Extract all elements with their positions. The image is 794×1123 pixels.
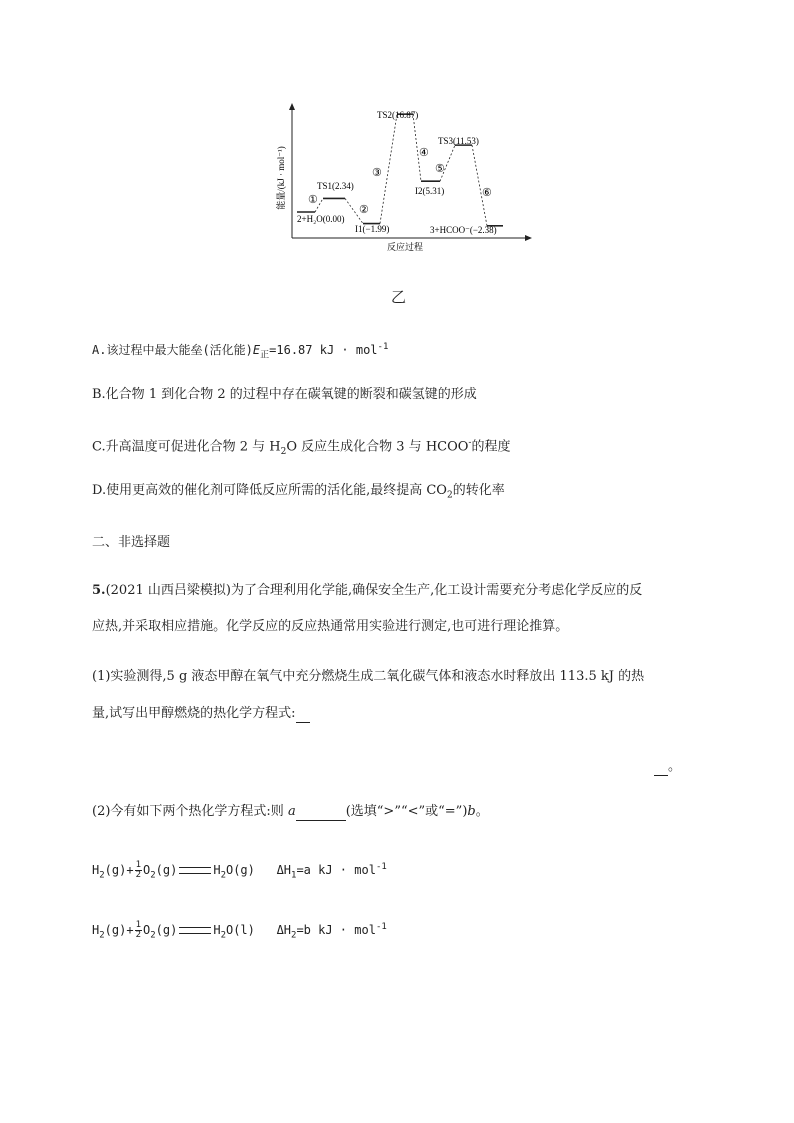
- label-3-hcoo: 3+HCOO⁻(−2.38): [430, 225, 497, 235]
- fraction-half: $\frac{1}{2}$: [135, 860, 141, 880]
- energy-diagram: [275, 100, 535, 260]
- step-1: ①: [308, 194, 318, 206]
- step-5: ⑤: [435, 163, 445, 175]
- diagram-caption: 乙: [391, 288, 407, 306]
- option-a: A.该过程中最大能垒(活化能)$E_正=16.87$ kJ · mol$^{-1}$: [92, 342, 389, 361]
- label-ts2: TS2(16.87): [377, 110, 419, 120]
- q5-part2: (2)今有如下两个热化学方程式:则 a (选填“>”“<”或“=”)b。: [92, 804, 489, 819]
- x-axis-arrow: [525, 235, 532, 241]
- level-connectors: [315, 114, 487, 226]
- label-ts3: TS3(11.53): [438, 136, 479, 146]
- equation-2: $H_2(g)+$ $\frac{1}{2}$ $O_2(g)$ $H_2O(l)$ $\Delta H_2=b$ kJ · mol$^{-1}$: [92, 920, 387, 941]
- answer-blank-1[interactable]: [296, 708, 310, 723]
- label-2-h2o: 2+H₂O(0.00): [297, 214, 345, 224]
- connector-3: [380, 114, 397, 223]
- x-axis-label: 反应过程: [386, 242, 424, 252]
- step-3: ③: [372, 167, 382, 179]
- q5-part1-line1: (1)实验测得,5 g 液态甲醇在氧气中充分燃烧生成二氧化碳气体和液态水时释放出 113.5 kJ 的热: [92, 669, 645, 684]
- label-i1: I1(−1.99): [355, 224, 390, 234]
- equals-sign: [179, 927, 211, 934]
- step-4: ④: [419, 147, 429, 159]
- option-d: D.使用更高效的催化剂可降低反应所需的活化能,最终提高 $CO_2$的转化率: [92, 483, 505, 501]
- q5-line2: 应热,并采取相应措施。化学反应的反应热通常用实验进行测定,也可进行理论推算。: [92, 619, 569, 634]
- option-b: B.化合物 1 到化合物 2 的过程中存在碳氧键的断裂和碳氢键的形成: [92, 387, 477, 402]
- q5-line1: 5.(2021 山西吕梁模拟)为了合理利用化学能,确保安全生产,化工设计需要充分考虑化学反应的反: [92, 583, 643, 598]
- q5-part1-line2: 量,试写出甲醇燃烧的热化学方程式:: [92, 705, 310, 723]
- step-6: ⑥: [482, 187, 492, 199]
- option-c: C.升高温度可促进化合物 2 与 $H_2O$ 反应生成化合物 3 与 HCOO-的程度: [92, 438, 511, 457]
- answer-blank-1-end[interactable]: [654, 761, 668, 776]
- equals-sign: [179, 867, 211, 874]
- answer-blank-2[interactable]: [296, 806, 346, 821]
- q5-part1-end: 。: [654, 758, 681, 776]
- section-title: 二、非选择题: [92, 535, 171, 550]
- fraction-half: $\frac{1}{2}$: [135, 920, 141, 940]
- label-ts1: TS1(2.34): [317, 181, 354, 191]
- connector-6: [472, 145, 487, 226]
- equation-1: $H_2(g)+$ $\frac{1}{2}$ $O_2(g)$ $H_2O(g)$ $\Delta H_1=a$ kJ · mol$^{-1}$: [92, 860, 387, 881]
- y-axis-arrow: [289, 103, 295, 110]
- label-i2: I2(5.31): [415, 186, 445, 196]
- step-2: ②: [359, 204, 369, 216]
- energy-levels: [297, 114, 503, 226]
- y-axis-label: 能量/(kJ · mol⁻¹): [276, 146, 286, 210]
